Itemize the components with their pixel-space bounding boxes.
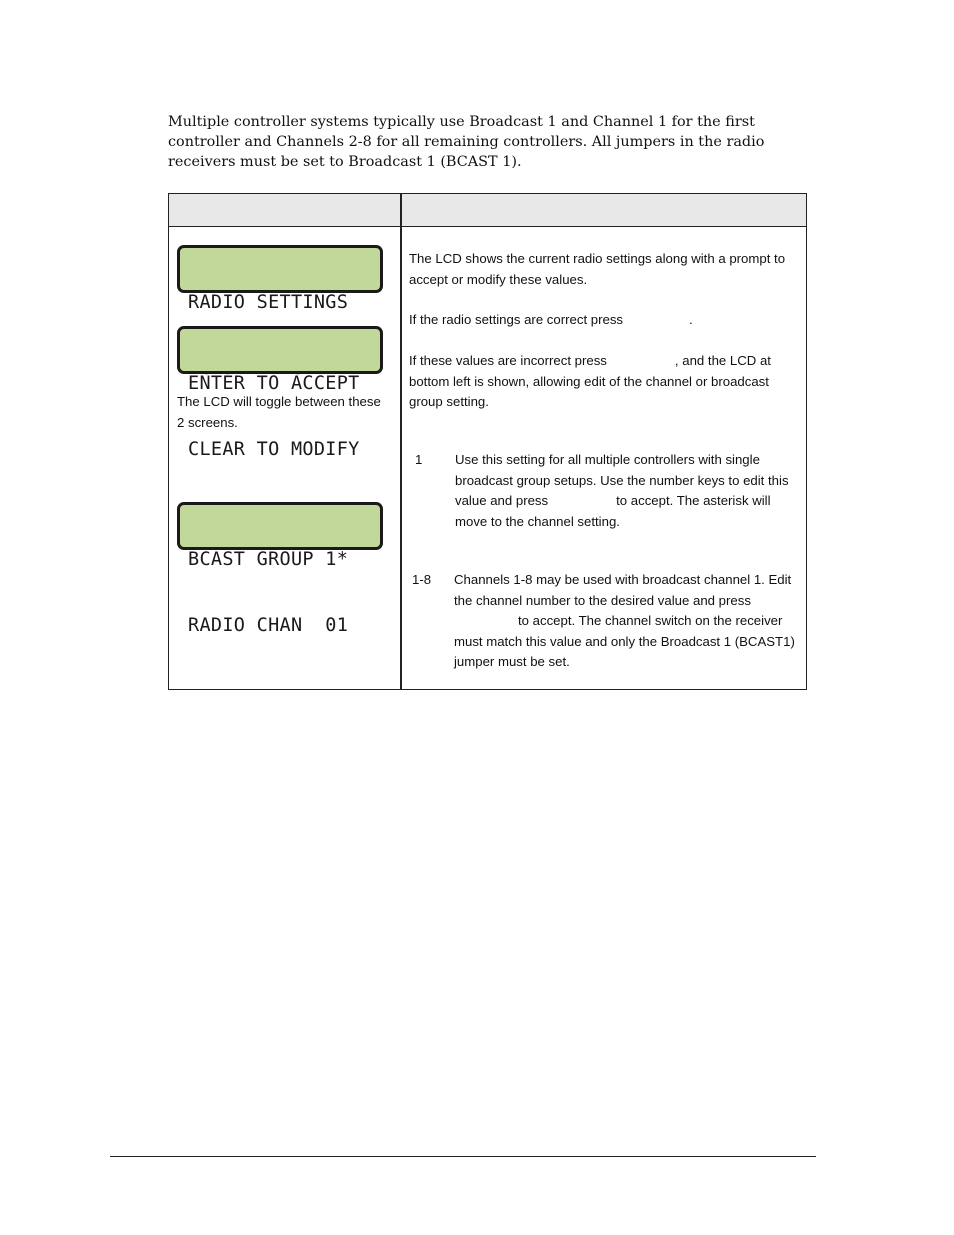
option-description xyxy=(455,450,800,532)
table-header xyxy=(169,194,806,227)
description-current-settings: The LCD shows the current radio settings along with a prompt to accept or modify these values. xyxy=(409,251,786,287)
text: . xyxy=(689,312,693,327)
lcd-line: RADIO CHAN 01 xyxy=(188,615,349,636)
footer-rule xyxy=(110,1156,816,1157)
text: to accept. The asterisk will move to the channel setting. xyxy=(455,493,771,529)
option-description xyxy=(454,570,804,673)
text: to accept. The channel switch on the receiver must match this value and only the Broadcast 1 (BCAST1) jumper must be set. xyxy=(454,613,795,669)
option-number: 1-8 xyxy=(412,572,432,587)
column-divider xyxy=(400,194,402,689)
description-incorrect xyxy=(409,351,801,413)
radio-settings-table xyxy=(168,193,807,690)
text: If these values are incorrect press xyxy=(409,353,607,368)
description-correct xyxy=(409,310,801,331)
text: Use this setting for all multiple controllers with single broadcast group setups. Use the number keys to edit this value and press xyxy=(455,452,789,508)
toggle-note: The LCD will toggle between these 2 screens. xyxy=(177,394,381,430)
intro-paragraph: Multiple controller systems typically use Broadcast 1 and Channel 1 for the first controller and Channels 2-8 for all remaining controllers. All jumpers in the radio receivers must be set to Broadcast 1 (BCAST 1). xyxy=(168,114,765,170)
option-number: 1 xyxy=(415,452,423,467)
lcd-line: ENTER TO ACCEPT xyxy=(188,373,360,394)
lcd-line: RADIO SETTINGS xyxy=(188,292,349,313)
lcd-radio-settings xyxy=(177,245,383,313)
lcd-line: CLEAR TO MODIFY xyxy=(188,439,360,460)
lcd-bcast-group xyxy=(177,502,383,636)
text: If the radio settings are correct press xyxy=(409,312,624,327)
lcd-line: BCAST GROUP 1* xyxy=(188,549,349,570)
text: Channels 1-8 may be used with broadcast channel 1. Edit the channel number to the desired value and press xyxy=(454,572,792,608)
text: , and the LCD at bottom left is shown, allowing edit of the channel or broadcast group setting. xyxy=(409,353,771,409)
